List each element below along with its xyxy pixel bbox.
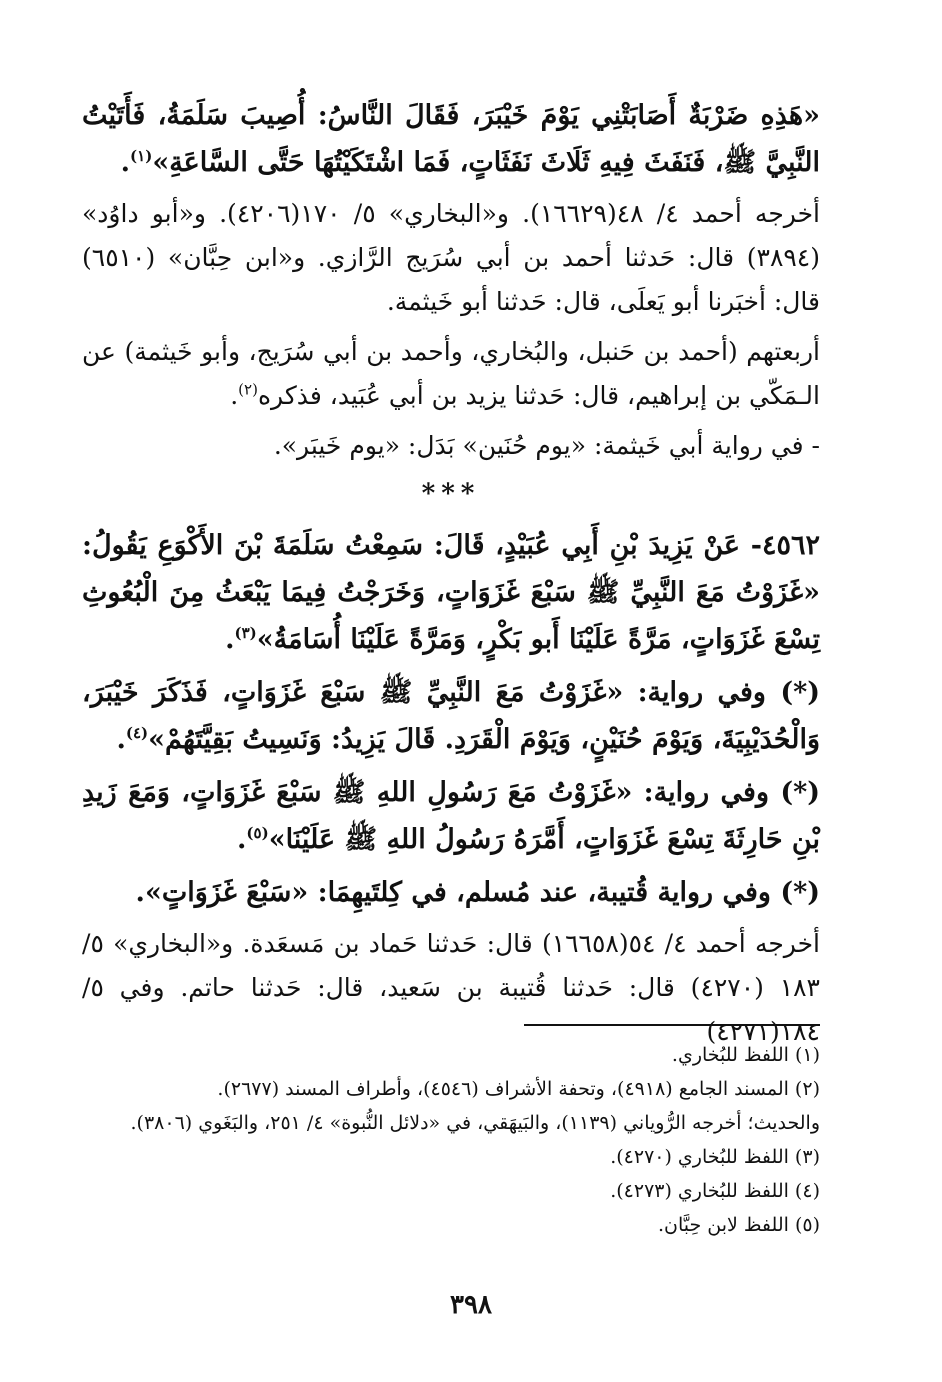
footnotes: [100, 1038, 820, 1242]
takhrij-3: أخرجه أحمد ٤/ ٥٤(١٦٦٥٨) قال: حَدثنا حَماد بن مَسعَدة. و«البخاري» ٥/ ١٨٣ (٤٢٧٠) قال: حَدثنا قُتيبة بن سَعيد، قال: حَدثنا حاتم. وفي ٥/ ١٨٤(٤٢٧١): [82, 929, 820, 1046]
riwaya-2: (*) وفي رواية: «غَزَوْتُ مَعَ رَسُولِ اللهِ ﷺ سَبْعَ غَزَوَاتٍ، وَمَعَ زَيدِ بْنِ حَارِثَةَ تِسْعَ غَزَوَاتٍ، أَمَّرَهُ رَسُولُ اللهِ ﷺ عَلَيْنَا»$^{(٥)}$.: [82, 777, 820, 855]
takhrij-2: أربعتهم (أحمد بن حَنبل، والبُخاري، وأحمد بن أبي سُرَيج، وأبو خَيثمة) عن الـمَكّي بن إبراهيم، قال: حَدثنا يزيد بن أبي عُبَيد، فذكره$^{(٢)}$.: [82, 337, 820, 410]
footnote-ref-5: (٥): [246, 824, 269, 842]
variant-abu-khaythama: - في رواية أبي خَيثمة: «يوم حُنَين» بَدَل: «يوم خَيبَر».: [273, 431, 820, 460]
footnote-ref-2: (٢): [238, 380, 258, 399]
footnote-ref-4: (٤): [125, 724, 149, 742]
footnote-5: (٥) اللفظ لابن حِبَّان.: [657, 1214, 820, 1236]
footnote-4: (٤) اللفظ للبُخاري (٤٢٧٣).: [610, 1180, 820, 1202]
footnote-divider: [524, 1024, 820, 1026]
footnote-1: (١) اللفظ للبُخاري.: [671, 1044, 820, 1066]
footnote-ref-1: (١): [130, 147, 153, 165]
hadith-4562-text: عَنْ يَزِيدَ بْنِ أَبِي عُبَيْدٍ، قَالَ: سَمِعْتُ سَلَمَةَ بْنَ الأَكْوَعِ يَقُولُ: «غَزَوْتُ مَعَ النَّبِيِّ ﷺ سَبْعَ غَزَوَاتٍ، وَخَرَجْتُ فِيمَا يَبْعَثُ مِنَ الْبُعُوثِ تِسْعَ غَزَوَاتٍ، مَرَّةً عَلَيْنَا أَبو بَكْرٍ، وَمَرَّةً عَلَيْنَا أُسَامَةُ»: [82, 530, 820, 655]
riwaya-1-text: (*) وفي رواية: «غَزَوْتُ مَعَ النَّبِيِّ ﷺ سَبْعَ غَزَوَاتٍ، فَذَكَرَ خَيْبَرَ، وَالْحُدَيْبِيَةَ، وَيَوْمَ حُنَيْنٍ، وَيَوْمَ الْقَرَدِ. قَالَ يَزِيدُ: وَنَسِيتُ بَقِيَّتَهُمْ»: [82, 677, 820, 755]
hadith-number: ٤٥٦٢-: [750, 530, 820, 561]
takhrij-1: أخرجه أحمد ٤/ ٤٨(١٦٦٢٩). و«البخاري» ٥/ ١٧٠(٤٢٠٦). و«أبو داوُد» (٣٨٩٤) قال: حَدثنا أحمد بن أبي سُرَيج الرَّازي. و«ابن حِبَّان» (٦٥١٠) قال: أخبَرنا أبو يَعلَى، قال: حَدثنا أبو خَيثمة.: [82, 199, 820, 316]
riwaya-3: (*) وفي رواية قُتيبة، عند مُسلم، في كِلتَيهِمَا: «سَبْعَ غَزَوَاتٍ».: [135, 877, 820, 908]
hadith-4562: ٤٥٦٢- عَنْ يَزِيدَ بْنِ أَبِي عُبَيْدٍ، قَالَ: سَمِعْتُ سَلَمَةَ بْنَ الأَكْوَعِ يَقُولُ: «غَزَوْتُ مَعَ النَّبِيِّ ﷺ سَبْعَ غَزَوَاتٍ، وَخَرَجْتُ فِيمَا يَبْعَثُ مِنَ الْبُعُوثِ تِسْعَ غَزَوَاتٍ، مَرَّةً عَلَيْنَا أَبو بَكْرٍ، وَمَرَّةً عَلَيْنَا أُسَامَةُ»$^{(٣)}$.: [82, 530, 820, 655]
page-number: ٣٩٨: [450, 1290, 492, 1320]
footnote-2: (٢) المسند الجامع (٤٩١٨)، وتحفة الأشراف (٤٥٤٦)، وأطراف المسند (٢٦٧٧).: [217, 1078, 820, 1100]
hadith-prev-ending: «هَذِهِ ضَرْبَةٌ أَصَابَتْنِي يَوْمَ خَيْبَرَ، فَقَالَ النَّاسُ: أُصِيبَ سَلَمَةُ، فَأَتَيْتُ النَّبِيَّ ﷺ، فَنَفَثَ فِيهِ ثَلَاثَ نَفَثَاتٍ، فَمَا اشْتَكَيْتُهَا حَتَّى السَّاعَةِ»$^{(١)}$.: [82, 100, 820, 178]
footnote-3: (٣) اللفظ للبُخاري (٤٢٧٠).: [610, 1146, 820, 1168]
section-separator: ***: [421, 479, 481, 509]
main-text: [82, 92, 820, 1060]
riwaya-1: (*) وفي رواية: «غَزَوْتُ مَعَ النَّبِيِّ ﷺ سَبْعَ غَزَوَاتٍ، فَذَكَرَ خَيْبَرَ، وَالْحُدَيْبِيَةَ، وَيَوْمَ حُنَيْنٍ، وَيَوْمَ الْقَرَدِ. قَالَ يَزِيدُ: وَنَسِيتُ بَقِيَّتَهُمْ»$^{(٤)}$.: [82, 677, 820, 755]
hadith-prev-text: «هَذِهِ ضَرْبَةٌ أَصَابَتْنِي يَوْمَ خَيْبَرَ، فَقَالَ النَّاسُ: أُصِيبَ سَلَمَةُ، فَأَتَيْتُ النَّبِيَّ ﷺ، فَنَفَثَ فِيهِ ثَلَاثَ نَفَثَاتٍ، فَمَا اشْتَكَيْتُهَا حَتَّى السَّاعَةِ»: [82, 100, 820, 178]
takhrij-2-text: أربعتهم (أحمد بن حَنبل، والبُخاري، وأحمد بن أبي سُرَيج، وأبو خَيثمة) عن الـمَكّي بن إبراهيم، قال: حَدثنا يزيد بن أبي عُبَيد، فذكره: [82, 337, 820, 410]
riwaya-2-text: (*) وفي رواية: «غَزَوْتُ مَعَ رَسُولِ اللهِ ﷺ سَبْعَ غَزَوَاتٍ، وَمَعَ زَيدِ بْنِ حَارِثَةَ تِسْعَ غَزَوَاتٍ، أَمَّرَهُ رَسُولُ اللهِ ﷺ عَلَيْنَا»: [82, 777, 820, 855]
footnote-ref-3: (٣): [234, 624, 257, 642]
footnote-2-continued: والحديث؛ أخرجه الرُّوياني (١١٣٩)، والبَيهَقي، في «دلائل النُّبوة» ٤/ ٢٥١، والبَغَوي (٣٨٠٦).: [130, 1112, 820, 1134]
